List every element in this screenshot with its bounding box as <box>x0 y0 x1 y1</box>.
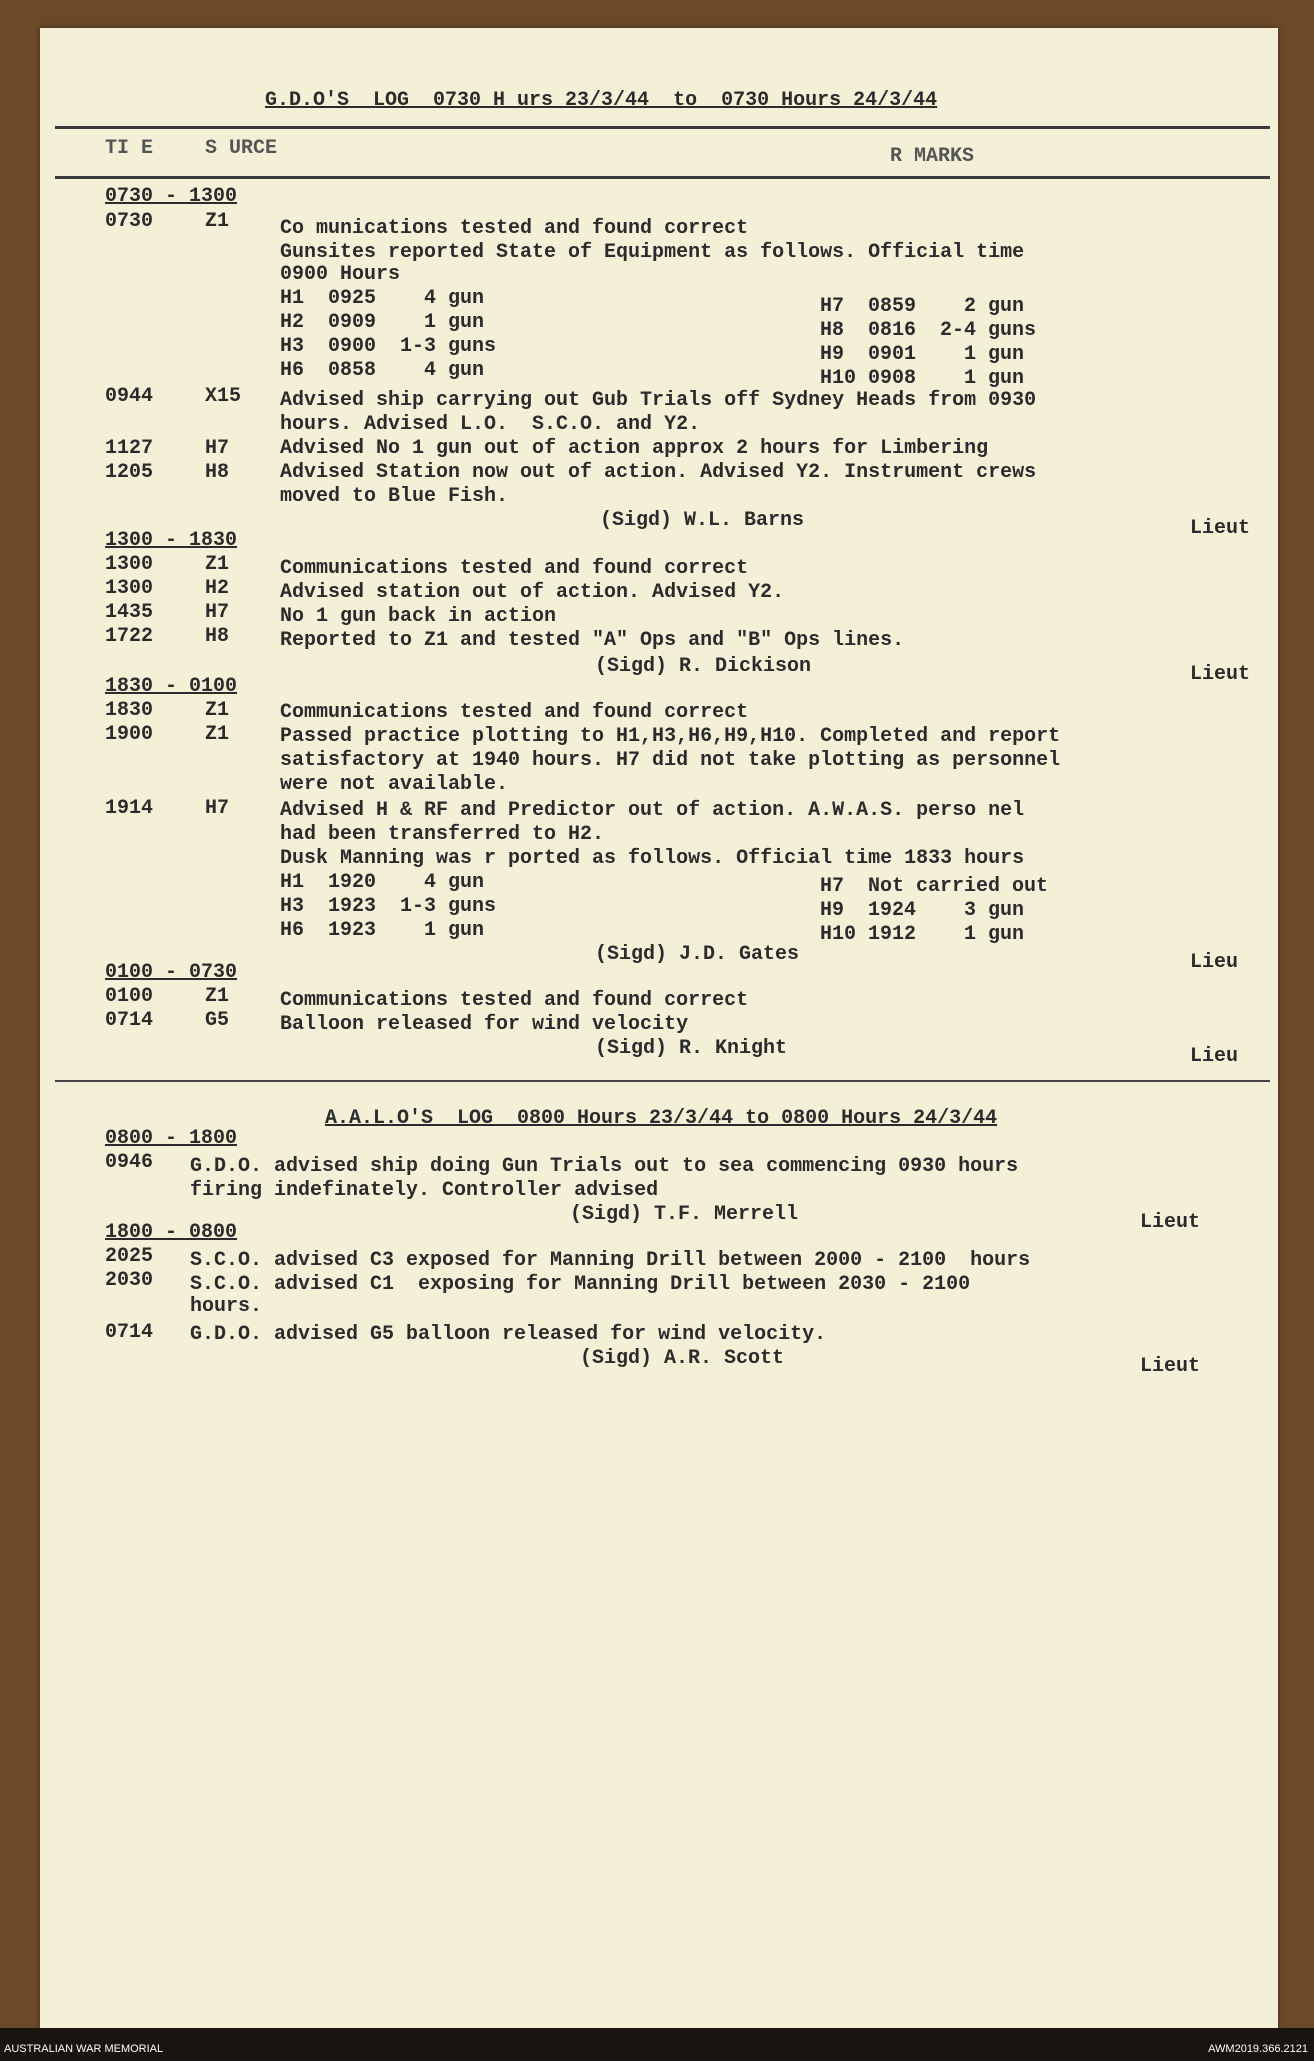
entry-remark: Balloon released for wind velocity <box>280 1013 689 1036</box>
entry-remark: Advised H & RF and Predictor out of action. A.W.A.S. perso nel <box>280 799 1025 822</box>
entry-source: H7 <box>205 797 230 820</box>
entry-remark: Dusk Manning was r ported as follows. Official time 1833 hours <box>280 847 1025 870</box>
rank: Lieut <box>1140 1211 1201 1234</box>
entry-remark: satisfactory at 1940 hours. H7 did not take plotting as personnel <box>280 749 1061 772</box>
gun-state: H3 1923 1-3 guns <box>280 895 497 918</box>
aalo-log-title: A.A.L.O'S LOG 0800 Hours 23/3/44 to 0800 Hours 24/3/44 <box>325 1107 998 1130</box>
gun-state: H9 0901 1 gun <box>820 343 1025 366</box>
signature: (Sigd) A.R. Scott <box>580 1347 785 1370</box>
entry-time: 2025 <box>105 1245 154 1268</box>
period-label: 1830 - 0100 <box>105 675 238 698</box>
entry-time: 0944 <box>105 385 154 408</box>
signature: (Sigd) J.D. Gates <box>595 943 800 966</box>
entry-time: 2030 <box>105 1269 154 1292</box>
gun-state: H10 0908 1 gun <box>820 367 1025 390</box>
gun-state: H1 1920 4 gun <box>280 871 485 894</box>
period-label: 0730 - 1300 <box>105 185 238 208</box>
period-label: 0100 - 0730 <box>105 961 238 984</box>
signature: (Sigd) R. Dickison <box>595 655 812 678</box>
entry-source: Z1 <box>205 985 230 1008</box>
footer-institution: AUSTRALIAN WAR MEMORIAL <box>4 2043 164 2055</box>
entry-time: 1300 <box>105 553 154 576</box>
gun-state: H7 0859 2 gun <box>820 295 1025 318</box>
gun-state: H7 Not carried out <box>820 875 1049 898</box>
entry-remark: Gunsites reported State of Equipment as follows. Official time <box>280 241 1025 264</box>
entry-time: 0100 <box>105 985 154 1008</box>
entry-time: 1435 <box>105 601 154 624</box>
entry-time: 1205 <box>105 461 154 484</box>
entry-source: H8 <box>205 625 230 648</box>
entry-source: H8 <box>205 461 230 484</box>
entry-time: 0714 <box>105 1009 154 1032</box>
rank: Lieu <box>1190 1045 1239 1068</box>
gun-state: H6 1923 1 gun <box>280 919 485 942</box>
entry-remark: Advised station out of action. Advised Y2. <box>280 581 785 604</box>
footer-accession-number: AWM2019.366.2121 <box>1208 2043 1308 2055</box>
entry-remark: moved to Blue Fish. <box>280 485 509 508</box>
entry-remark: Advised No 1 gun out of action approx 2 hours for Limbering <box>280 437 989 460</box>
entry-remark: Reported to Z1 and tested "A" Ops and "B" Ops lines. <box>280 629 905 652</box>
entry-remark: firing indefinately. Controller advised <box>190 1179 659 1202</box>
section-divider <box>55 1080 1270 1082</box>
entry-time: 1300 <box>105 577 154 600</box>
gun-state: H9 1924 3 gun <box>820 899 1025 922</box>
entry-remark: G.D.O. advised G5 balloon released for wind velocity. <box>190 1323 827 1346</box>
signature: (Sigd) R. Knight <box>595 1037 788 1060</box>
entry-remark: hours. Advised L.O. S.C.O. and Y2. <box>280 413 701 436</box>
col-source-header: S URCE <box>205 137 278 160</box>
entry-time: 1127 <box>105 437 154 460</box>
col-remarks-header: R MARKS <box>890 145 975 168</box>
entry-remark: hours. <box>190 1295 263 1318</box>
rank: Lieut <box>1190 663 1251 686</box>
gun-state: H8 0816 2-4 guns <box>820 319 1037 342</box>
gdo-log-title: G.D.O'S LOG 0730 H urs 23/3/44 to 0730 Hours 24/3/44 <box>265 89 938 112</box>
archive-footer <box>0 2028 1314 2061</box>
col-time-header: TI E <box>105 137 154 160</box>
entry-source: Z1 <box>205 553 230 576</box>
gun-state: H1 0925 4 gun <box>280 287 485 310</box>
signature: (Sigd) T.F. Merrell <box>570 1203 799 1226</box>
rank: Lieut <box>1190 517 1251 540</box>
entry-time: 1722 <box>105 625 154 648</box>
entry-remark: Communications tested and found correct <box>280 701 749 724</box>
entry-source: X15 <box>205 385 242 408</box>
entry-remark: had been transferred to H2. <box>280 823 605 846</box>
entry-source: Z1 <box>205 723 230 746</box>
entry-remark: S.C.O. advised C1 exposing for Manning Drill between 2030 - 2100 <box>190 1273 971 1296</box>
entry-remark: G.D.O. advised ship doing Gun Trials out to sea commencing 0930 hours <box>190 1155 1019 1178</box>
entry-source: H7 <box>205 437 230 460</box>
entry-source: G5 <box>205 1009 230 1032</box>
entry-time: 1830 <box>105 699 154 722</box>
entry-remark: S.C.O. advised C3 exposed for Manning Drill between 2000 - 2100 hours <box>190 1249 1031 1272</box>
entry-remark: Advised ship carrying out Gub Trials off Sydney Heads from 0930 <box>280 389 1037 412</box>
entry-source: H7 <box>205 601 230 624</box>
rank: Lieut <box>1140 1355 1201 1378</box>
entry-source: Z1 <box>205 699 230 722</box>
entry-remark: Communications tested and found correct <box>280 557 749 580</box>
gun-state: H3 0900 1-3 guns <box>280 335 497 358</box>
period-label: 1300 - 1830 <box>105 529 238 552</box>
header-rule-top <box>55 126 1270 129</box>
entry-remark: Passed practice plotting to H1,H3,H6,H9,H10. Completed and report <box>280 725 1061 748</box>
entry-remark: Advised Station now out of action. Advised Y2. Instrument crews <box>280 461 1037 484</box>
entry-source: Z1 <box>205 210 230 233</box>
entry-time: 1914 <box>105 797 154 820</box>
signature: (Sigd) W.L. Barns <box>600 509 805 532</box>
header-rule-bottom <box>55 176 1270 179</box>
period-label: 0800 - 1800 <box>105 1127 238 1150</box>
entry-remark: Co munications tested and found correct <box>280 217 749 240</box>
entry-remark: Communications tested and found correct <box>280 989 749 1012</box>
gun-state: H6 0858 4 gun <box>280 359 485 382</box>
entry-remark: No 1 gun back in action <box>280 605 557 628</box>
gun-state: H2 0909 1 gun <box>280 311 485 334</box>
entry-time: 1900 <box>105 723 154 746</box>
gun-state: H10 1912 1 gun <box>820 923 1025 946</box>
entry-time: 0730 <box>105 210 154 233</box>
rank: Lieu <box>1190 951 1239 974</box>
entry-time: 0946 <box>105 1151 154 1174</box>
document-page <box>40 28 1278 2028</box>
entry-remark: 0900 Hours <box>280 263 401 286</box>
entry-source: H2 <box>205 577 230 600</box>
entry-time: 0714 <box>105 1321 154 1344</box>
entry-remark: were not available. <box>280 773 509 796</box>
period-label: 1800 - 0800 <box>105 1221 238 1244</box>
